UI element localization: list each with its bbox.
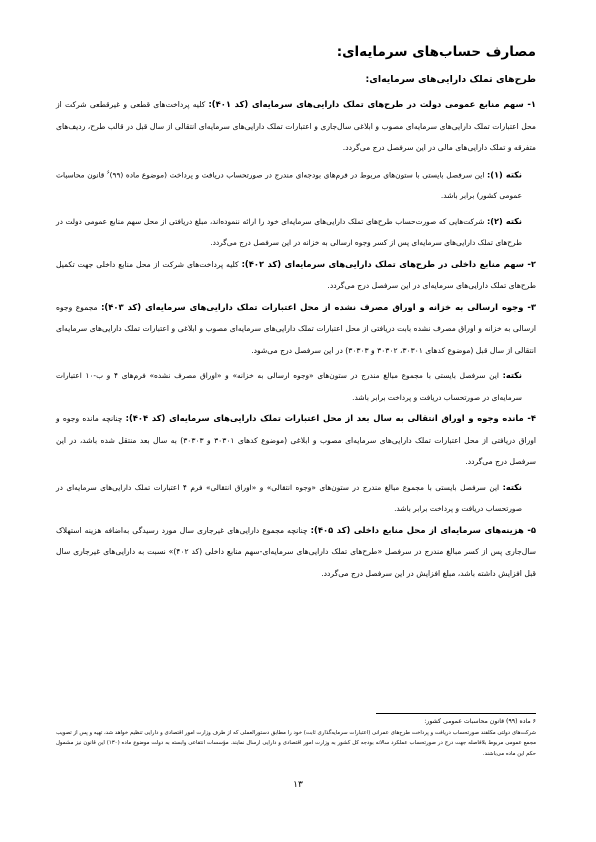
item-405 bbox=[56, 520, 536, 585]
note-1-text: این سرفصل بایستی با ستون‌های مربوط در فرم‌های بودجه‌ای مندرج در صورتحساب دریافت و پرداخت (موضوع ماده (۹۹) bbox=[109, 169, 487, 179]
note-3-heading: نکته: bbox=[502, 370, 522, 381]
item-402-text: کلیه پرداخت‌های شرکت از محل منابع داخلی جهت تکمیل طرح‌های تملک دارایی‌های سرمایه‌ای در این سرفصل درج می‌گردد. bbox=[56, 259, 536, 291]
footnote-heading: ۶ ماده (۹۹) قانون محاسبات عمومی کشور: bbox=[424, 718, 536, 725]
page-number: ۱۳ bbox=[293, 780, 303, 790]
footnote bbox=[56, 717, 536, 759]
page-title: مصارف حساب‌های سرمایه‌ای: bbox=[336, 44, 536, 60]
item-404-text: چنانچه مانده وجوه و اوراق دریافتی از محل اعتبارات تملک دارایی‌های سرمایه‌ای مصوب و ابلاغی (موضوع کدهای ۳۰۳۰۱ و ۳۰۳۰۳) به سال بعد منتقل شده باشد، در این سرفصل درج می‌گردد. bbox=[56, 414, 537, 467]
note-4-text: این سرفصل بایستی با مجموع مبالغ مندرج در ستون‌های «وجوه انتقالی» و «اوراق انتقالی» فرم ۴ اعتبارات تملک دارایی‌های سرمایه‌ای در صورتحساب دریافت و پرداخت برابر باشد. bbox=[56, 482, 522, 514]
footnote-ref: ۶ bbox=[106, 169, 110, 176]
item-402 bbox=[56, 254, 536, 297]
item-404 bbox=[56, 408, 536, 473]
item-403-heading: ۳- وجوه ارسالی به خزانه و اوراق مصرف نشده از محل اعتبارات تملک دارایی‌های سرمایه‌ای (کد ۴۰۳): bbox=[101, 301, 537, 312]
footnote-body: شرکت‌های دولتی مکلفند صورتحساب دریافت و پرداخت طرح‌های عمرانی (اعتبارات سرمایه‌گذاری ثابت) خود را مطابق دستورالعملی که از طرف وزارت امور اقتصادی و دارایی تنظیم خواهد شد، تهیه و پس از تصویب مجمع عمومی مربوط بلافاصله جهت درج در صورتحساب عملکرد سالانه بودجه کل کشور به وزارت امور اقتصادی و دارایی ارسال نمایند. مؤسسات انتفاعی وابسته به دولت موضوع ماده (۱۳۰) این قانون نیز مشمول حکم این ماده می‌باشند. bbox=[56, 729, 536, 757]
note-2 bbox=[56, 211, 536, 254]
note-3 bbox=[56, 365, 536, 408]
document-body bbox=[56, 44, 536, 584]
item-402-heading: ۲- سهم منابع داخلی در طرح‌های تملک دارایی‌های سرمایه‌ای (کد ۴۰۲): bbox=[241, 258, 537, 269]
note-2-heading: نکته (۲): bbox=[486, 215, 522, 226]
item-401-text: کلیه پرداخت‌های قطعی و غیرقطعی شرکت از محل اعتبارات تملک دارایی‌های سرمایه‌ای مصوب و ابلاغی سال‌جاری و اعتبارات تملک دارایی‌های سرمایه‌ای انتقالی از سال قبل در قالب طرح، ردیف‌های متفرقه و تملک دارایی‌های مالی در این سرفصل درج می‌گردد. bbox=[56, 100, 536, 152]
item-403-text: مجموع وجوه ارسالی به خزانه و اوراق مصرف نشده بابت دریافتی از محل اعتبارات تملک دارایی‌های سرمایه‌ای مصوب و ابلاغی و اعتبارات تملک دارایی‌های سرمایه‌ای انتقالی از سال قبل (موضوع کدهای ۳۰۳۰۱، ۳۰۳۰۲ و ۳۰۳۰۳) در این سرفصل درج می‌شود. bbox=[56, 302, 536, 355]
note-1 bbox=[56, 163, 536, 207]
note-4 bbox=[56, 477, 536, 520]
section-subtitle: طرح‌های تملک دارایی‌های سرمایه‌ای: bbox=[365, 74, 536, 85]
item-405-text: چنانچه مجموع دارایی‌های غیرجاری سال مورد رسیدگی به‌اضافه هزینه استهلاک سال‌جاری پس از کسر مبالغ مندرج در سرفصل «طرح‌های تملک دارایی‌های سرمایه‌ای-سهم منابع داخلی (کد ۴۰۲)» نسبت به دارایی‌های غیرجاری سال قبل افزایش داشته باشد، مبلغ افزایش در این سرفصل درج می‌گردد. bbox=[56, 525, 536, 578]
note-1-tail: قانون محاسبات عمومی کشور) برابر باشد. bbox=[56, 169, 522, 201]
note-4-heading: نکته: bbox=[502, 481, 522, 492]
item-401 bbox=[56, 94, 536, 159]
note-1-heading: نکته (۱): bbox=[486, 168, 522, 179]
item-404-heading: ۴- مانده وجوه و اوراق انتقالی به سال بعد از محل اعتبارات تملک دارایی‌های سرمایه‌ای (کد ۴۰۴): bbox=[125, 413, 536, 424]
item-405-heading: ۵- هزینه‌های سرمایه‌ای از محل منابع داخلی (کد ۴۰۵): bbox=[310, 524, 536, 535]
item-403 bbox=[56, 297, 536, 362]
note-3-text: این سرفصل بایستی با مجموع مبالغ مندرج در ستون‌های «وجوه ارسالی به خزانه» و «اوراق مصرف نشده» فرم‌های ۴ و ب-۱۰ اعتبارات سرمایه‌ای در صورتحساب دریافت و پرداخت برابر باشد. bbox=[56, 371, 522, 402]
note-2-text: شرکت‌هایی که صورت‌حساب طرح‌های تملک دارایی‌های سرمایه‌ای خود را ارائه ننموده‌اند، مبلغ دریافتی از محل سهم منابع عمومی دولت در طرح‌های تملک دارایی‌های سرمایه‌ای پس از کسر وجوه ارسالی به خزانه در این سرفصل درج می‌گردد. bbox=[56, 216, 522, 248]
item-401-heading: ۱- سهم منابع عمومی دولت در طرح‌های تملک دارایی‌های سرمایه‌ای (کد ۴۰۱): bbox=[208, 99, 536, 109]
footnote-divider bbox=[376, 713, 536, 714]
